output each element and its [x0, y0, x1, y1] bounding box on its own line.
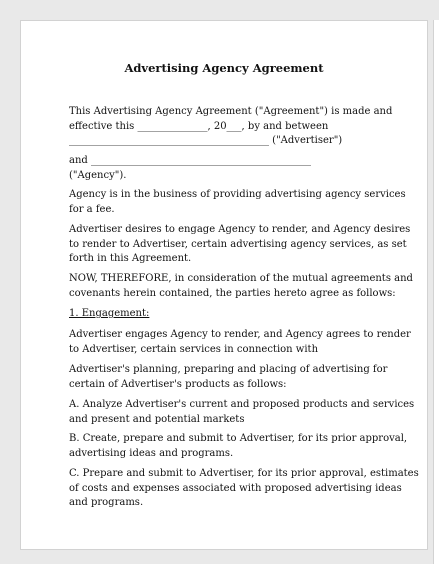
- engagement-paragraph: Advertiser engages Agency to render, and Agency agrees to render to Advertiser, certain services in connection with: [69, 329, 411, 355]
- item-a-paragraph: A. Analyze Advertiser's current and proposed products and services and present and potential markets: [69, 399, 415, 425]
- next-page-edge: [433, 20, 439, 564]
- consideration-paragraph: NOW, THEREFORE, in consideration of the mutual agreements and covenants herein contained, the parties hereto agree as follows:: [69, 273, 413, 299]
- planning-paragraph: Advertiser's planning, preparing and placing of advertising for certain of Advertiser's products as follows:: [69, 364, 388, 390]
- engagement-desire-paragraph: Advertiser desires to engage Agency to render, and Agency desires to render to Advertiser, certain advertising agency services, as set forth in this Agreement.: [69, 224, 411, 264]
- document-page: [20, 20, 428, 550]
- item-b-paragraph: B. Create, prepare and submit to Advertiser, for its prior approval, advertising ideas and programs.: [69, 433, 408, 459]
- section-heading-engagement: 1. Engagement:: [69, 308, 150, 319]
- item-c-paragraph: C. Prepare and submit to Advertiser, for its prior approval, estimates of costs and expenses associated with proposed advertising ideas and programs.: [69, 468, 419, 508]
- agency-business-paragraph: Agency is in the business of providing advertising agency services for a fee.: [69, 189, 406, 215]
- document-title: Advertising Agency Agreement: [124, 61, 324, 75]
- agency-party-paragraph: and ____________________________________________ ("Agency").: [69, 155, 311, 181]
- intro-paragraph: This Advertising Agency Agreement ("Agreement") is made and effective this ______________, 20___, by and between ________________________________________ ("Advertiser"): [69, 106, 393, 146]
